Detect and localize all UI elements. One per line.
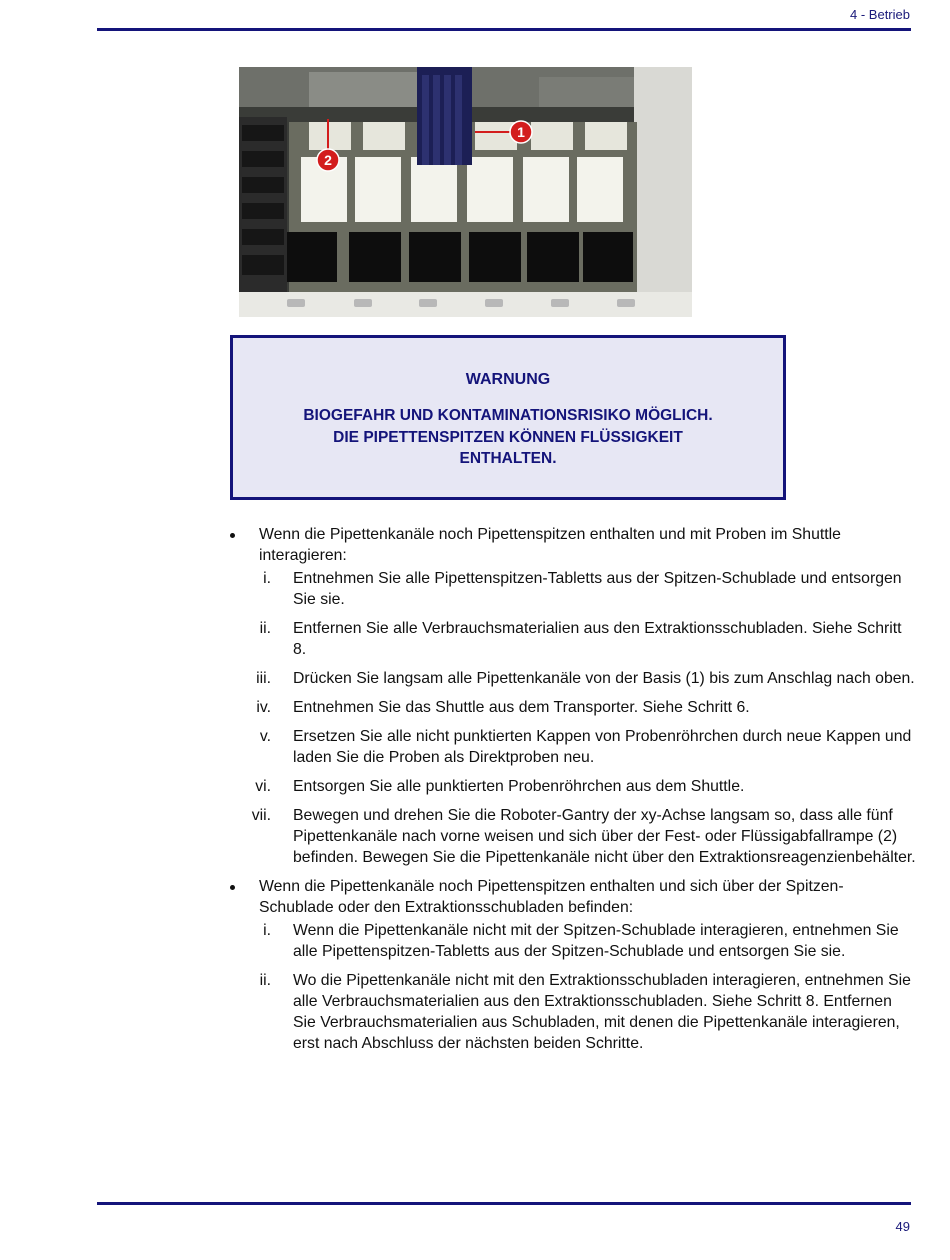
instrument-photo (239, 67, 692, 317)
step-item (228, 568, 918, 610)
bullet-item (228, 876, 918, 918)
warning-title: WARNUNG (465, 371, 551, 388)
footer-rule (97, 1202, 911, 1205)
step-item (228, 726, 918, 768)
step-item (228, 697, 918, 718)
header-rule (97, 28, 911, 31)
step-number: iii. (256, 670, 271, 687)
step-number: iv. (256, 699, 271, 716)
step-number: i. (263, 570, 271, 587)
bullet-item (228, 524, 918, 566)
step-number: ii. (259, 620, 271, 637)
step-number: v. (259, 728, 271, 745)
warning-line: BIOGEFAHR UND KONTAMINATIONSRISIKO MÖGLICH. (303, 407, 713, 424)
step-text: Entnehmen Sie alle Pipettenspitzen-Tabletts aus der Spitzen-Schublade und entsorgen Sie sie. (293, 570, 902, 608)
bullet-icon (230, 885, 235, 890)
warning-message (258, 405, 758, 470)
step-item (228, 920, 918, 962)
step-item (228, 970, 918, 1054)
step-text: Entfernen Sie alle Verbrauchsmaterialien aus den Extraktionsschubladen. Siehe Schritt 8. (293, 620, 902, 658)
step-text: Wenn die Pipettenkanäle nicht mit der Spitzen-Schublade interagieren, entnehmen Sie alle Pipettenspitzen-Tabletts aus der Spitzen-Schublade und entsorgen Sie sie. (293, 922, 899, 960)
step-text: Ersetzen Sie alle nicht punktierten Kappen von Probenröhrchen durch neue Kappen und laden Sie die Proben als Direktproben neu. (293, 728, 912, 766)
step-number: i. (263, 922, 271, 939)
callout-1-label: 1 (517, 124, 525, 140)
step-item (228, 668, 918, 689)
bullet-icon (230, 533, 235, 538)
step-text: Bewegen und drehen Sie die Roboter-Gantry der xy-Achse langsam so, dass alle fünf Pipettenkanäle nach vorne weisen und sich über der Fest- oder Flüssigabfallrampe (2) befinden. Bewegen Sie die Pipettenkanäle nicht über den Extraktionsreagenzienbehälter. (293, 807, 916, 866)
step-number: vii. (251, 807, 271, 824)
step-item (228, 618, 918, 660)
procedure-list (228, 524, 918, 1062)
bullet-text: Wenn die Pipettenkanäle noch Pipettenspitzen enthalten und mit Proben im Shuttle interagieren: (259, 526, 841, 564)
step-text: Entsorgen Sie alle punktierten Probenröhrchen aus dem Shuttle. (293, 778, 745, 795)
step-item (228, 776, 918, 797)
step-text: Wo die Pipettenkanäle nicht mit den Extraktionsschubladen interagieren, entnehmen Sie alle Verbrauchsmaterialien aus den Extraktionsschubladen. Siehe Schritt 8. Entfernen Sie Verbrauchsmaterialien aus Schubladen, mit denen die Pipettenkanäle interagieren, erst nach Abschluss der nächsten beiden Schritte. (293, 972, 911, 1052)
chapter-header: 4 - Betrieb (850, 7, 910, 22)
step-number: vi. (255, 778, 271, 795)
bullet-text: Wenn die Pipettenkanäle noch Pipettenspitzen enthalten und sich über der Spitzen-Schublade oder den Extraktionsschubladen befinden: (259, 878, 844, 916)
callout-2-label: 2 (324, 152, 332, 168)
warning-line: DIE PIPETTENSPITZEN KÖNNEN FLÜSSIGKEIT (333, 428, 683, 446)
step-text: Drücken Sie langsam alle Pipettenkanäle von der Basis (1) bis zum Anschlag nach oben. (293, 670, 915, 687)
step-number: ii. (259, 972, 271, 989)
step-text: Entnehmen Sie das Shuttle aus dem Transporter. Siehe Schritt 6. (293, 699, 750, 716)
warning-box (230, 335, 786, 500)
page-number: 49 (895, 1219, 910, 1234)
warning-line: ENTHALTEN. (459, 450, 557, 467)
step-item (228, 805, 918, 868)
